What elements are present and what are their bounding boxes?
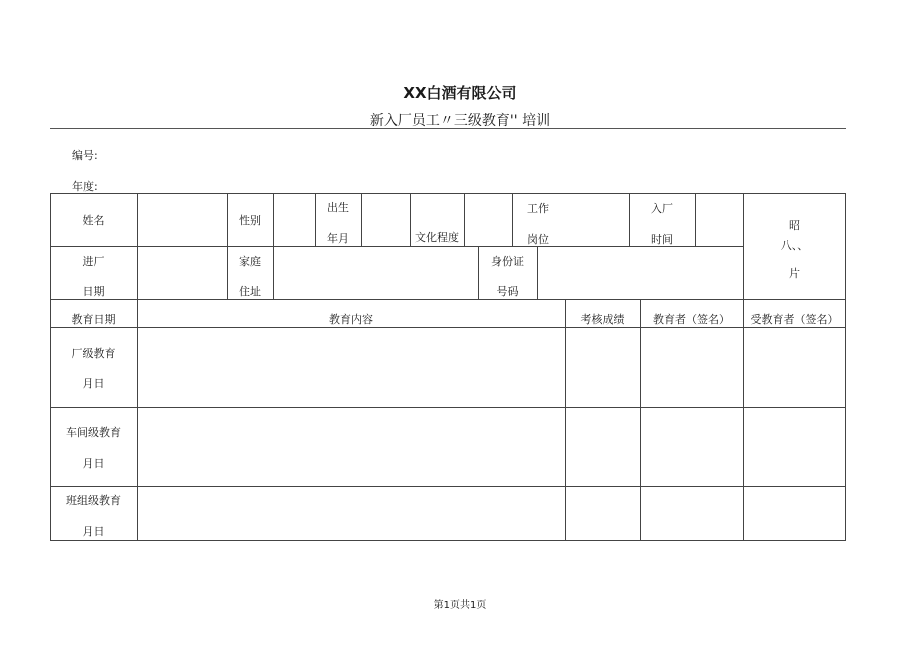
address-label-line2: 住址 [239,285,261,298]
job-label-line2: 岗位 [527,233,549,246]
row-divider [50,299,846,300]
joindate-label-line1: 进厂 [82,255,105,268]
header-content: 教育内容 [329,313,373,326]
level-factory-label: 厂级教育 [71,347,116,360]
level-workshop-label: 车间级教育 [66,426,121,439]
col-divider [640,299,641,541]
photo-label-line3: 片 [789,267,800,280]
title-divider [50,128,846,129]
photo-label-line1: 昭 [789,219,800,232]
joindate-label-line2: 日期 [82,285,105,298]
header-educator: 教育者（签名） [653,313,730,326]
col-divider [361,193,362,246]
number-label: 编号: [72,149,98,162]
year-label: 年度: [72,180,98,193]
id-label-line2: 号码 [496,285,519,298]
level-team-label: 班组级教育 [66,494,121,507]
level-team-date: 月日 [82,525,105,538]
form-title: 新入厂员工〃三级教育'' 培训 [369,113,551,129]
header-date: 教育日期 [71,313,116,326]
col-divider [565,299,566,541]
birth-label-line2: 年月 [327,232,349,245]
col-divider [464,193,465,246]
col-divider [227,193,228,299]
address-label-line1: 家庭 [239,255,261,268]
entry-label-line2: 时间 [651,233,673,246]
row-divider [50,486,846,487]
education-label: 文化程度 [415,231,459,244]
col-divider [137,193,138,541]
header-educatee: 受教育者（签名） [750,313,839,326]
col-divider [743,299,744,541]
job-label-line1: 工作 [527,202,549,215]
header-score: 考核成绩 [580,313,625,326]
row-divider [50,407,846,408]
id-label-line1: 身份证 [491,255,524,268]
col-divider [537,246,538,299]
gender-label: 性别 [239,214,261,227]
level-workshop-date: 月日 [82,457,105,470]
page-number: 第1页共1页 [433,600,487,611]
photo-label-line2: 八、、 [780,239,809,252]
entry-label-line1: 入厂 [651,202,673,215]
col-divider [273,193,274,299]
birth-label-line1: 出生 [327,201,349,214]
level-factory-date: 月日 [82,377,105,390]
name-label: 姓名 [82,214,105,227]
col-divider [695,193,696,246]
row-divider [50,246,743,247]
row-divider [50,327,846,328]
company-title: XX白酒有限公司 [403,84,517,102]
